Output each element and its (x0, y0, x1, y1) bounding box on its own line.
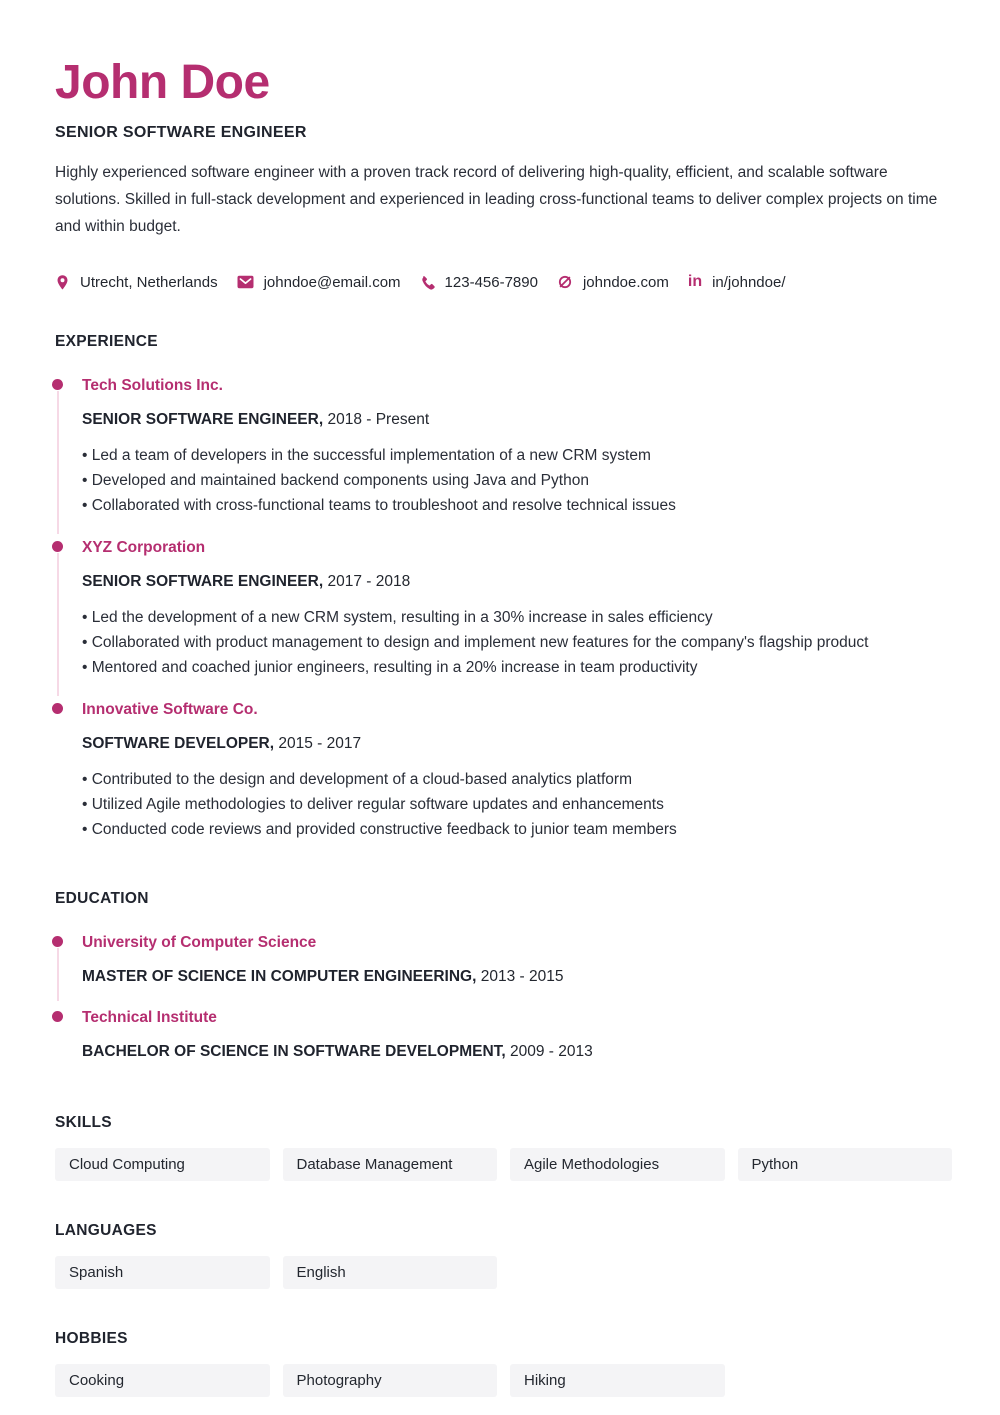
bullet-item: • Developed and maintained backend components using Java and Python (82, 468, 950, 493)
contact-email[interactable] (237, 274, 401, 291)
role-dates: 2018 - Present (327, 411, 430, 428)
languages-section (55, 1222, 950, 1289)
degree-title: MASTER OF SCIENCE IN COMPUTER ENGINEERING, (82, 968, 477, 985)
degree-line (82, 967, 950, 987)
bullet-item: • Collaborated with cross-functional teams to troubleshoot and resolve technical issues (82, 493, 950, 518)
contact-row (55, 273, 950, 291)
skills-list (55, 1148, 952, 1181)
bullet-item: • Utilized Agile methodologies to deliver regular software updates and enhancements (82, 792, 950, 817)
experience-section (55, 333, 950, 842)
language-chip: English (283, 1256, 498, 1289)
hobby-chip: Cooking (55, 1364, 270, 1397)
job-title: SENIOR SOFTWARE ENGINEER (55, 124, 307, 141)
bullet-list (82, 605, 950, 680)
education-heading: EDUCATION (55, 890, 149, 907)
contact-email-text[interactable]: johndoe@email.com (263, 273, 401, 291)
company-name: Tech Solutions Inc. (82, 377, 223, 394)
hobby-chip: Photography (283, 1364, 498, 1397)
profile-summary: Highly experienced software engineer with a proven track record of delivering high-quality, efficient, and scalable software solutions. Skilled in full-stack development and experienced in leading cross-functional teams to deliver complex projects on time and within budget. (55, 164, 938, 235)
envelope-icon (237, 275, 254, 289)
skill-chip: Agile Methodologies (510, 1148, 725, 1181)
role-dates: 2015 - 2017 (278, 735, 362, 752)
timeline-dot (52, 936, 63, 947)
bullet-list (82, 443, 950, 518)
role-dates: 2017 - 2018 (327, 573, 411, 590)
timeline-dot (52, 541, 63, 552)
education-entry (55, 933, 950, 987)
degree-dates: 2013 - 2015 (480, 968, 564, 985)
role-title: SENIOR SOFTWARE ENGINEER, (82, 411, 324, 428)
hobbies-heading: HOBBIES (55, 1330, 128, 1347)
degree-title: BACHELOR OF SCIENCE IN SOFTWARE DEVELOPMENT, (82, 1043, 506, 1060)
school-name: Technical Institute (82, 1009, 217, 1026)
education-entry (55, 1008, 950, 1062)
contact-website-text[interactable]: johndoe.com (582, 273, 669, 291)
person-name: John Doe (55, 56, 270, 109)
skill-chip: Python (738, 1148, 953, 1181)
phone-icon (420, 275, 435, 290)
skills-section (55, 1114, 950, 1181)
role-line (82, 572, 950, 592)
bullet-item: • Collaborated with product management to design and implement new features for the company's flagship product (82, 630, 950, 655)
experience-heading: EXPERIENCE (55, 333, 158, 350)
hobbies-section (55, 1330, 950, 1397)
linkedin-icon: in (687, 273, 703, 290)
company-name: XYZ Corporation (82, 539, 206, 556)
contact-linkedin-text[interactable]: in/johndoe/ (712, 273, 786, 291)
link-icon (557, 274, 573, 290)
skill-chip: Cloud Computing (55, 1148, 270, 1181)
experience-entry (55, 700, 950, 842)
location-pin-icon (55, 274, 70, 291)
skill-chip: Database Management (283, 1148, 498, 1181)
degree-line (82, 1042, 950, 1062)
experience-entry (55, 538, 950, 680)
contact-linkedin[interactable] (688, 273, 786, 291)
role-title: SOFTWARE DEVELOPER, (82, 735, 275, 752)
timeline-dot (52, 379, 63, 390)
hobby-chip: Hiking (510, 1364, 725, 1397)
hobbies-list (55, 1364, 952, 1397)
bullet-item: • Conducted code reviews and provided constructive feedback to junior team members (82, 817, 950, 842)
contact-location (55, 274, 218, 291)
role-title: SENIOR SOFTWARE ENGINEER, (82, 573, 324, 590)
bullet-list (82, 767, 950, 842)
timeline-dot (52, 703, 63, 714)
experience-entry (55, 376, 950, 518)
timeline-dot (52, 1011, 63, 1022)
languages-list (55, 1256, 952, 1289)
bullet-item: • Mentored and coached junior engineers, resulting in a 20% increase in team productivity (82, 655, 950, 680)
education-section (55, 890, 950, 1062)
contact-website[interactable] (557, 274, 669, 291)
languages-heading: LANGUAGES (55, 1222, 157, 1239)
bullet-item: • Led the development of a new CRM system, resulting in a 30% increase in sales efficiency (82, 605, 950, 630)
contact-phone-text[interactable]: 123-456-7890 (444, 273, 538, 291)
role-line (82, 410, 950, 430)
company-name: Innovative Software Co. (82, 701, 258, 718)
bullet-item: • Led a team of developers in the successful implementation of a new CRM system (82, 443, 950, 468)
contact-location-text: Utrecht, Netherlands (80, 273, 218, 291)
language-chip: Spanish (55, 1256, 270, 1289)
bullet-item: • Contributed to the design and development of a cloud-based analytics platform (82, 767, 950, 792)
degree-dates: 2009 - 2013 (510, 1043, 593, 1060)
contact-phone[interactable] (420, 274, 538, 291)
role-line (82, 734, 950, 754)
skills-heading: SKILLS (55, 1114, 112, 1131)
school-name: University of Computer Science (82, 934, 317, 951)
